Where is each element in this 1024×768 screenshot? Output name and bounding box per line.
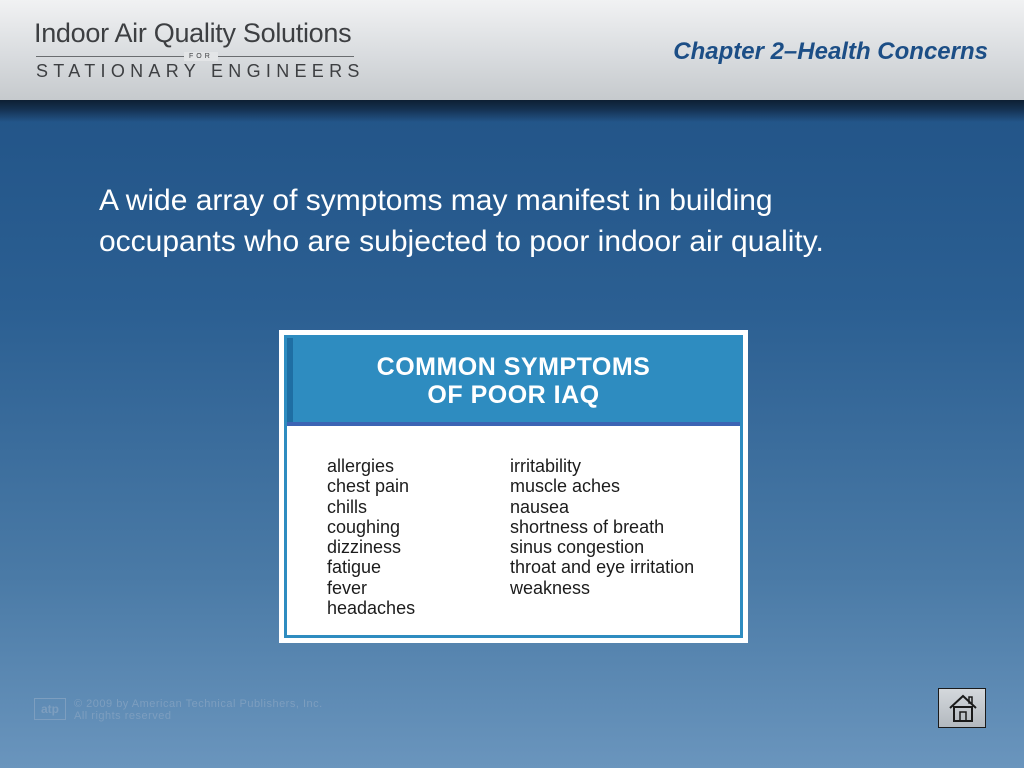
figure-frame bbox=[284, 335, 743, 638]
home-icon bbox=[948, 693, 978, 723]
figure-header bbox=[287, 338, 740, 426]
copyright-line1: © 2009 by American Technical Publishers, Inc. bbox=[74, 698, 323, 710]
copyright-notice bbox=[74, 698, 323, 722]
symptom-item: irritability bbox=[510, 456, 582, 476]
figure-title-line2: OF POOR IAQ bbox=[427, 381, 600, 409]
symptom-item: sinus congestion bbox=[510, 537, 645, 558]
symptom-item: shortness of breath bbox=[510, 516, 665, 537]
logo bbox=[34, 18, 364, 82]
body-text: A wide array of symptoms may manifest in building occupants who are subjected to poor indoor air quality. bbox=[99, 184, 824, 258]
symptoms-left-column bbox=[327, 456, 415, 618]
logo-for: FOR bbox=[184, 52, 218, 61]
symptom-item: nausea bbox=[510, 496, 570, 517]
logo-subtitle: STATIONARY ENGINEERS bbox=[36, 61, 365, 81]
symptom-item: fever bbox=[327, 577, 368, 598]
header-bar bbox=[0, 0, 1024, 100]
home-button[interactable] bbox=[938, 688, 986, 728]
symptoms-figure bbox=[279, 330, 748, 643]
chapter-title: Chapter 2–Health Concerns bbox=[673, 38, 988, 65]
logo-title: Indoor Air Quality Solutions bbox=[34, 18, 352, 48]
symptom-item: muscle aches bbox=[510, 476, 621, 497]
symptom-item: chest pain bbox=[327, 476, 410, 497]
symptom-item: weakness bbox=[510, 577, 591, 598]
copyright-line2: All rights reserved bbox=[74, 710, 172, 722]
figure-title-line1: COMMON SYMPTOMS bbox=[376, 353, 651, 381]
symptom-item: throat and eye irritation bbox=[510, 557, 695, 578]
symptom-item: allergies bbox=[327, 456, 395, 476]
symptom-item: chills bbox=[327, 496, 368, 517]
header-shadow bbox=[0, 100, 1024, 122]
figure-title bbox=[287, 353, 740, 409]
publisher-logo: atp bbox=[34, 698, 66, 720]
symptom-item: fatigue bbox=[327, 557, 382, 578]
symptom-item: coughing bbox=[327, 516, 401, 537]
symptoms-right-column bbox=[510, 456, 694, 598]
symptom-item: headaches bbox=[327, 598, 416, 619]
symptom-item: dizziness bbox=[327, 537, 402, 558]
